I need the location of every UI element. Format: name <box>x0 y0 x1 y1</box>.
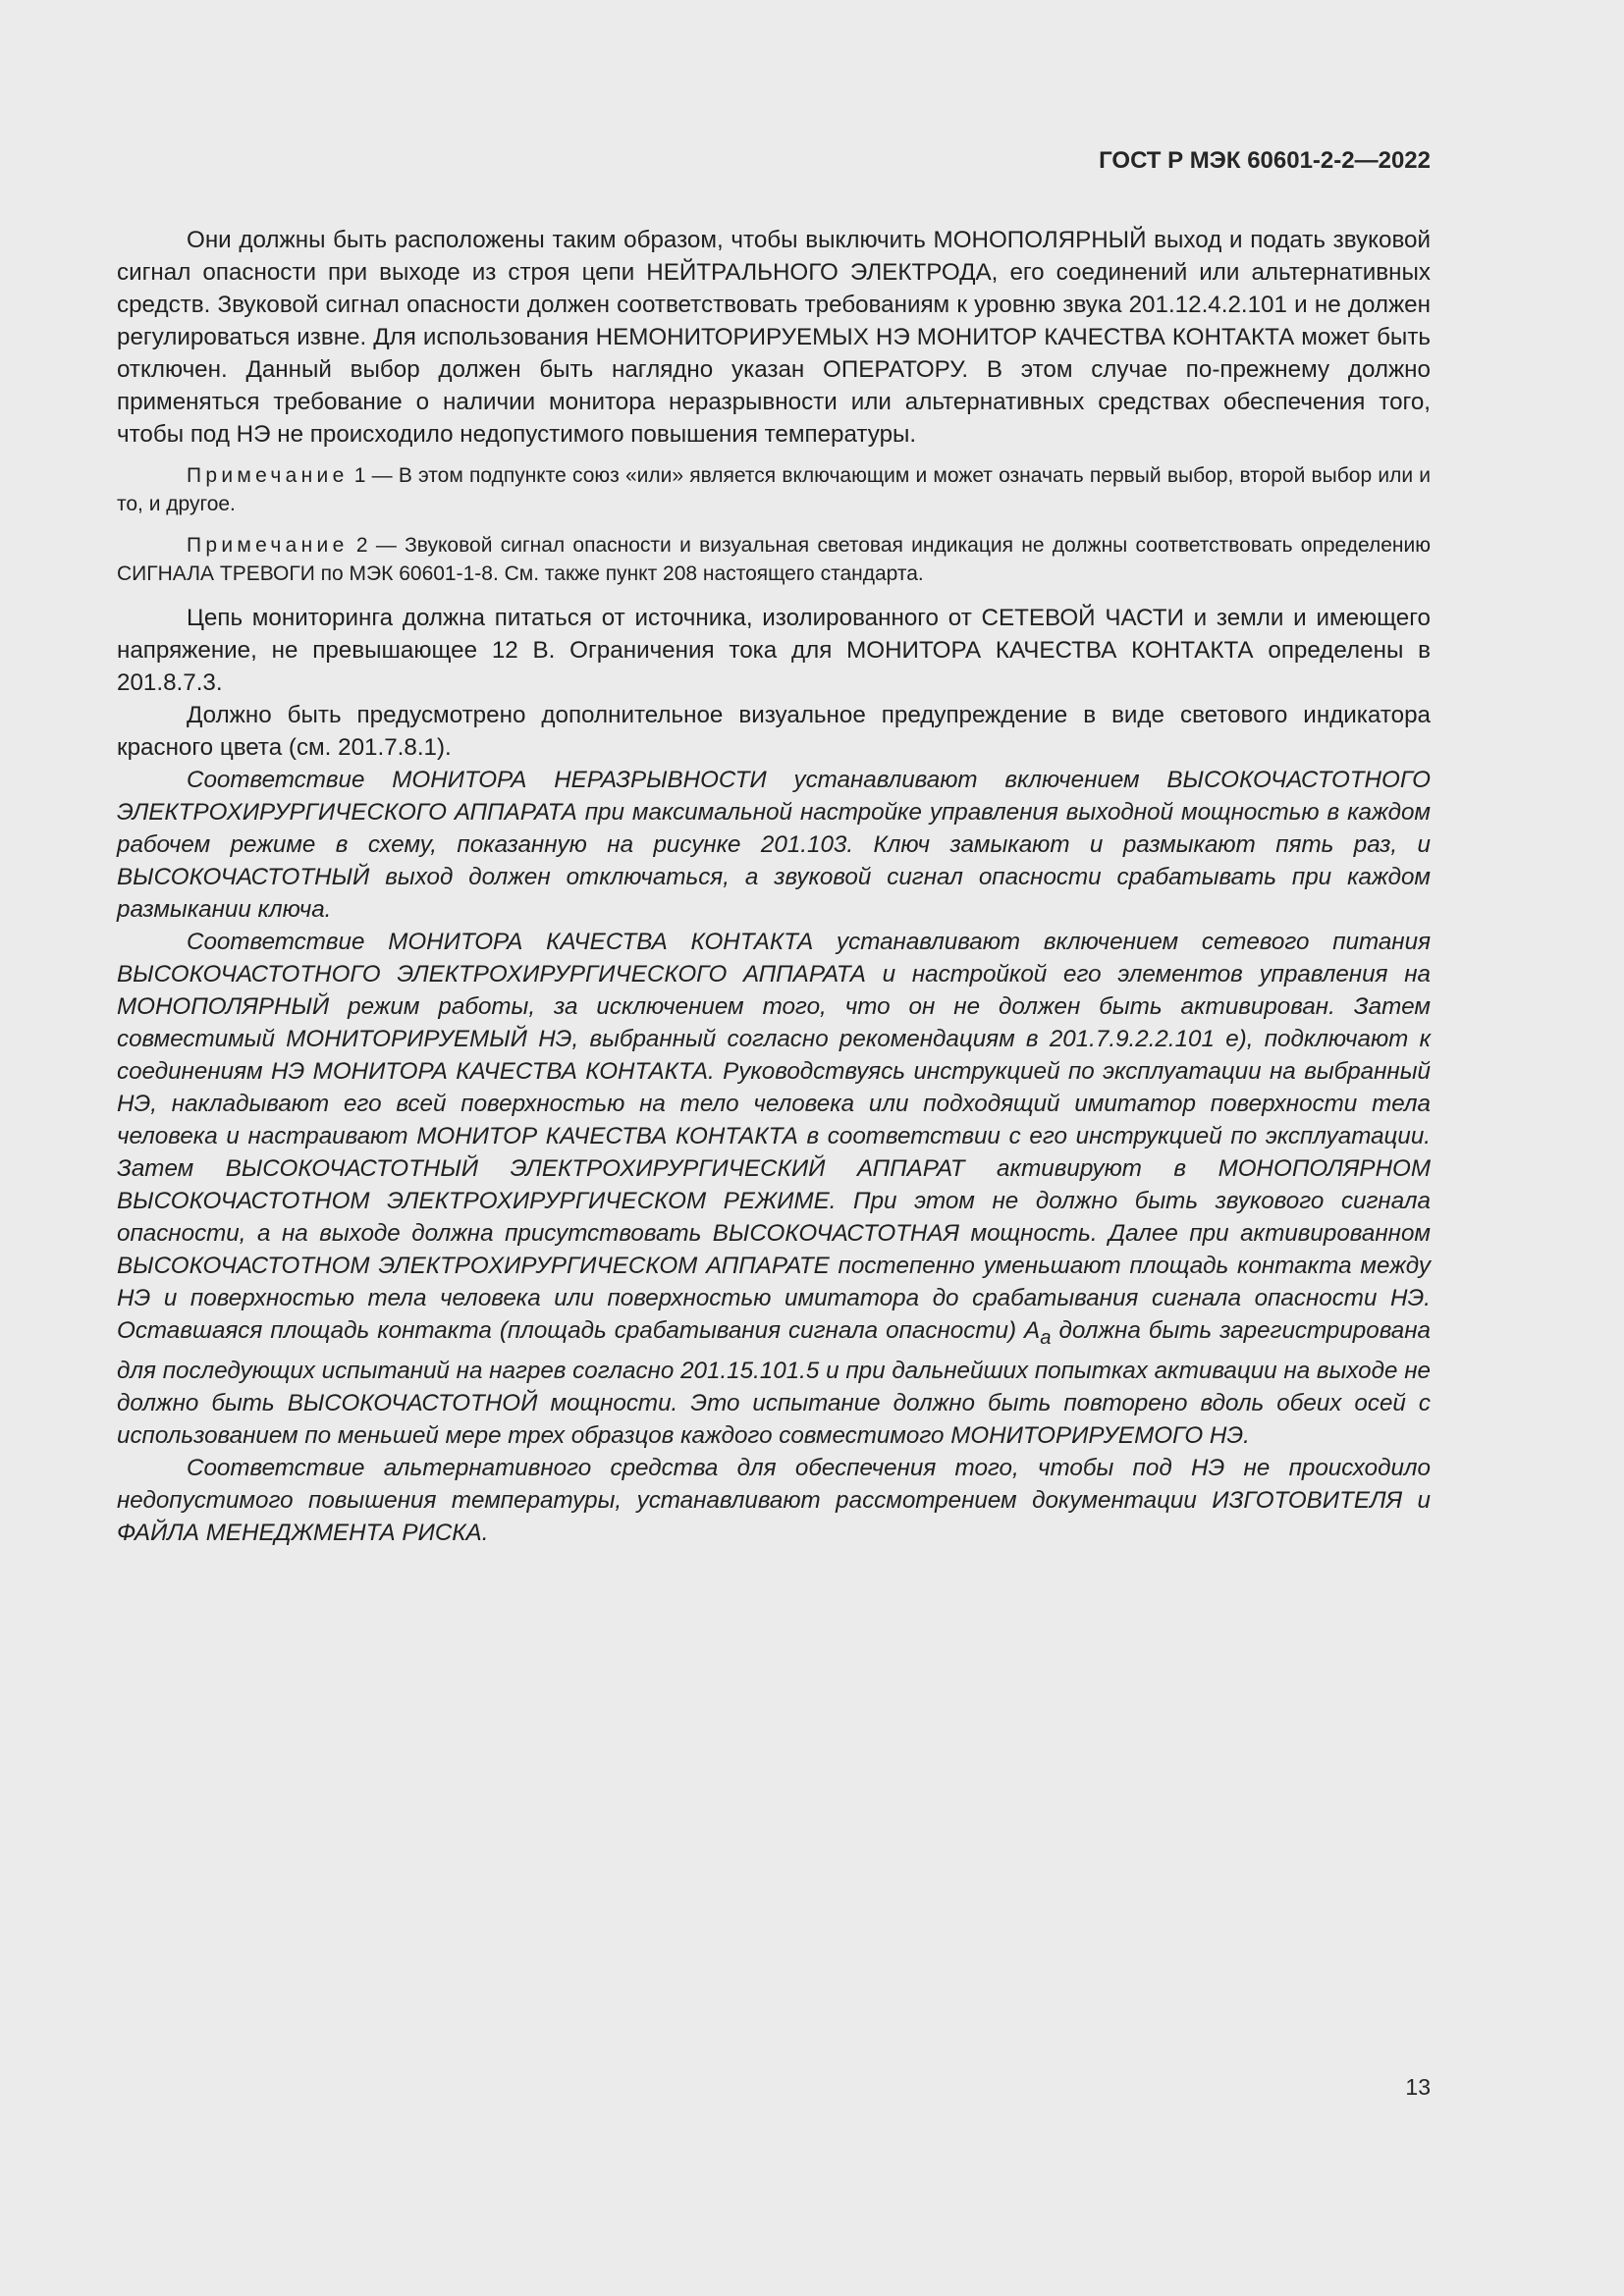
paragraph-contact-quality-part-1: Соответствие МОНИТОРА КАЧЕСТВА КОНТАКТА устанавливают включением сетевого питания ВЫСОКОЧАСТОТНОГО ЭЛЕКТРОХИРУРГИЧЕСКОГО АППАРАТА и настройкой его элементов управления на МОНОПОЛЯРНЫЙ режим работы, за исключением того, что он не должен быть активирован. Затем совместимый МОНИТОРИРУЕМЫЙ НЭ, выбранный согласно рекомендациям в 201.7.9.2.2.101 е), подключают к соединениям НЭ МОНИТОРА КАЧЕСТВА КОНТАКТА. Руководствуясь инструкцией по эксплуатации на выбранный НЭ, накладывают его всей поверхностью на тело человека или подходящий имитатор поверхности тела человека и настраивают МОНИТОР КАЧЕСТВА КОНТАКТА в соответствии с его инструкцией по эксплуатации. Затем ВЫСОКОЧАСТОТНЫЙ ЭЛЕКТРОХИРУРГИЧЕСКИЙ АППАРАТ активируют в МОНОПОЛЯРНОМ ВЫСОКОЧАСТОТНОМ ЭЛЕКТРОХИРУРГИЧЕСКОМ РЕЖИМЕ. При этом не должно быть звукового сигнала опасности, а на выходе должна присутствовать ВЫСОКОЧАСТОТНАЯ мощность. Далее при активированном ВЫСОКОЧАСТОТНОМ ЭЛЕКТРОХИРУРГИЧЕСКОМ АППАРАТЕ постепенно уменьшают площадь контакта между НЭ и поверхностью тела человека или поверхностью имитатора до срабатывания сигнала опасности НЭ. Оставшаяся площадь контакта (площадь срабатывания сигнала опасности) A <box>117 929 1431 1344</box>
note-1-label: Примечание <box>187 464 349 487</box>
paragraph-contact-quality-part-2: должна быть зарегистрирована для последующих испытаний на нагрев согласно 201.15.101.5 и при дальнейших попытках активации на выходе не должно быть ВЫСОКОЧАСТОТНОЙ мощности. Это испытание должно быть повторено вдоль обеих осей с использованием по меньшей мере трех образцов каждого совместимого МОНИТОРИРУЕМОГО НЭ. <box>117 1317 1432 1449</box>
area-subscript: a <box>1040 1326 1052 1349</box>
note-2 <box>117 531 1431 588</box>
note-2-text: 2 — Звуковой сигнал опасности и визуальная световая индикация не должны соответствовать определению СИГНАЛА ТРЕВОГИ по МЭК 60601-1-8. См. также пункт 208 настоящего стандарта. <box>117 534 1431 585</box>
paragraph-monitoring-circuit: Цепь мониторинга должна питаться от источника, изолированного от СЕТЕВОЙ ЧАСТИ и земли и имеющего напряжение, не превышающее 12 В. Ограничения тока для МОНИТОРА КАЧЕСТВА КОНТАКТА определены в 201.8.7.3. <box>117 605 1431 696</box>
note-1-text: 1 — В этом подпункте союз «или» является включающим и может означать первый выбор, второй выбор или и то, и другое. <box>117 464 1431 515</box>
document-header: ГОСТ Р МЭК 60601-2-2—2022 <box>1099 147 1431 174</box>
paragraph-monitor-arrangement: Они должны быть расположены таким образом, чтобы выключить МОНОПОЛЯРНЫЙ выход и подать звуковой сигнал опасности при выходе из строя цепи НЕЙТРАЛЬНОГО ЭЛЕКТРОДА, его соединений или альтернативных средств. Звуковой сигнал опасности должен соответствовать требованиям к уровню звука 201.12.4.2.101 и не должен регулироваться извне. Для использования НЕМОНИТОРИРУЕМЫХ НЭ МОНИТОР КАЧЕСТВА КОНТАКТА может быть отключен. Данный выбор должен быть наглядно указан ОПЕРАТОРУ. В этом случае по-прежнему должно применяться требование о наличии монитора неразрывности или альтернативных средствах обеспечения того, чтобы под НЭ не происходило недопустимого повышения температуры. <box>117 227 1431 448</box>
note-2-label: Примечание <box>187 534 349 557</box>
note-1 <box>117 461 1431 518</box>
document-body <box>117 224 1431 1549</box>
paragraph-alternative-means-compliance: Соответствие альтернативного средства для обеспечения того, чтобы под НЭ не происходило недопустимого повышения температуры, устанавливают рассмотрением документации ИЗГОТОВИТЕЛЯ и ФАЙЛА МЕНЕДЖМЕНТА РИСКА. <box>117 1454 1431 1546</box>
page-number: 13 <box>1405 2074 1431 2100</box>
paragraph-visual-warning: Должно быть предусмотрено дополнительное визуальное предупреждение в виде светового индикатора красного цвета (см. 201.7.8.1). <box>117 702 1431 761</box>
paragraph-contact-quality-monitor-compliance <box>117 926 1431 1452</box>
paragraph-continuity-monitor-compliance: Соответствие МОНИТОРА НЕРАЗРЫВНОСТИ устанавливают включением ВЫСОКОЧАСТОТНОГО ЭЛЕКТРОХИРУРГИЧЕСКОГО АППАРАТА при максимальной настройке управления выходной мощностью в каждом рабочем режиме в схему, показанную на рисунке 201.103. Ключ замыкают и размыкают пять раз, и ВЫСОКОЧАСТОТНЫЙ выход должен отключаться, а звуковой сигнал опасности срабатывать при каждом размыкании ключа. <box>117 767 1431 923</box>
